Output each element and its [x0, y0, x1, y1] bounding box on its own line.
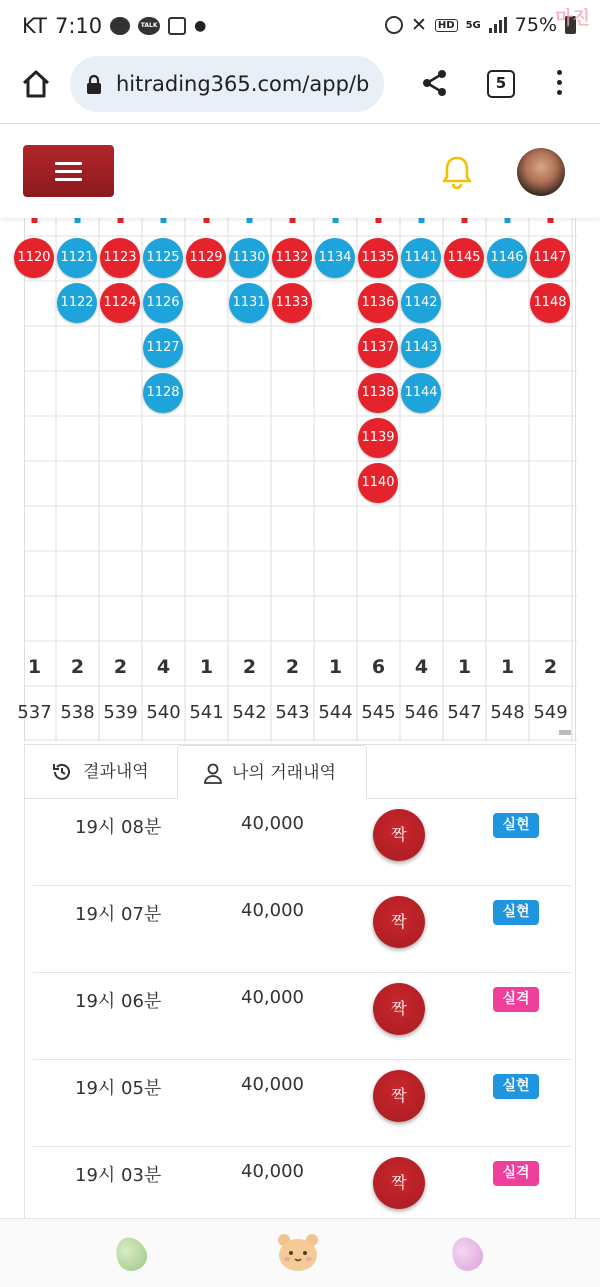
horizontal-scrollbar[interactable] — [559, 730, 571, 735]
column-count: 2 — [113, 656, 128, 678]
column-top-marker — [419, 218, 425, 223]
gallery-icon — [168, 17, 186, 35]
result-circle: 1146 — [487, 238, 527, 278]
signal-icon — [489, 17, 507, 33]
trade-amount: 40,000 — [241, 1074, 304, 1095]
hd-voice-icon: HD — [435, 19, 458, 32]
round-number: 543 — [275, 702, 310, 723]
column-count: 2 — [242, 656, 257, 678]
browser-menu-icon[interactable] — [552, 70, 566, 100]
status-left — [22, 14, 206, 38]
trade-row — [33, 799, 571, 886]
round-number: 538 — [60, 702, 95, 723]
result-circle: 1133 — [272, 283, 312, 323]
trade-status-badge: 실현 — [493, 813, 539, 838]
browser-toolbar — [0, 52, 600, 124]
result-circle: 1136 — [358, 283, 398, 323]
trade-row — [33, 1060, 571, 1147]
round-number: 545 — [361, 702, 396, 723]
home-icon[interactable] — [20, 68, 52, 100]
column-count: 2 — [285, 656, 300, 678]
round-number: 541 — [189, 702, 224, 723]
trade-row — [33, 886, 571, 973]
user-icon — [202, 762, 224, 784]
trade-row — [33, 973, 571, 1060]
result-circle: 1127 — [143, 328, 183, 368]
column-top-marker — [161, 218, 167, 223]
kakaotalk-icon: TALK — [138, 17, 160, 35]
round-number: 539 — [103, 702, 138, 723]
result-circle: 1124 — [100, 283, 140, 323]
tab-results[interactable] — [25, 745, 177, 799]
history-panel — [24, 744, 576, 1218]
round-number: 546 — [404, 702, 439, 723]
trade-amount: 40,000 — [241, 1161, 304, 1182]
column-top-marker — [462, 218, 468, 223]
column-top-marker — [290, 218, 296, 223]
tab-my-trades[interactable] — [177, 745, 367, 800]
trade-pick-badge: 짝 — [373, 896, 425, 948]
column-top-marker — [204, 218, 210, 223]
status-bar — [0, 0, 600, 52]
battery-percent: 75% — [514, 14, 557, 36]
column-top-marker — [376, 218, 382, 223]
trade-amount: 40,000 — [241, 987, 304, 1008]
history-icon — [51, 761, 73, 783]
result-circle: 1126 — [143, 283, 183, 323]
lock-icon — [86, 74, 102, 94]
trade-time: 19시 06분 — [75, 991, 162, 1012]
trade-time: 19시 03분 — [75, 1165, 162, 1186]
round-number: 540 — [146, 702, 181, 723]
round-number: 542 — [232, 702, 267, 723]
round-number: 549 — [533, 702, 568, 723]
trade-amount: 40,000 — [241, 813, 304, 834]
trade-pick-badge: 짝 — [373, 1157, 425, 1209]
more-notifications-icon: ● — [194, 18, 207, 34]
tab-switcher-button[interactable]: 5 — [487, 70, 515, 98]
history-tabs — [25, 745, 577, 799]
result-circle: 1143 — [401, 328, 441, 368]
result-circle: 1144 — [401, 373, 441, 413]
message-icon — [110, 17, 130, 35]
result-circle: 1145 — [444, 238, 484, 278]
round-number: 544 — [318, 702, 353, 723]
column-count: 2 — [70, 656, 85, 678]
tab-results-label: 결과내역 — [83, 762, 149, 782]
column-count: 6 — [371, 656, 386, 678]
result-circle: 1139 — [358, 418, 398, 458]
result-circle: 1138 — [358, 373, 398, 413]
result-circle: 1125 — [143, 238, 183, 278]
round-number: 547 — [447, 702, 482, 723]
column-top-marker — [548, 218, 554, 223]
site-header — [0, 124, 600, 218]
column-count: 1 — [457, 656, 472, 678]
trade-status-badge: 실격 — [493, 987, 539, 1012]
result-circle: 1120 — [14, 238, 54, 278]
alarm-icon — [385, 16, 403, 34]
round-number: 548 — [490, 702, 525, 723]
trade-pick-badge: 짝 — [373, 983, 425, 1035]
tab-my-trades-label: 나의 거래내역 — [232, 763, 336, 783]
result-grid — [17, 218, 576, 742]
green-bean-icon[interactable] — [110, 1232, 152, 1275]
column-count: 2 — [543, 656, 558, 678]
trade-amount: 40,000 — [241, 900, 304, 921]
result-circle: 1121 — [57, 238, 97, 278]
column-count: 1 — [27, 656, 42, 678]
network-type-icon: 5G — [465, 19, 481, 31]
trade-time: 19시 05분 — [75, 1078, 162, 1099]
column-top-marker — [333, 218, 339, 223]
result-circle: 1141 — [401, 238, 441, 278]
trade-status-badge: 실현 — [493, 1074, 539, 1099]
trade-time: 19시 08분 — [75, 817, 162, 838]
column-top-marker — [75, 218, 81, 223]
result-circle: 1122 — [57, 283, 97, 323]
column-count: 1 — [199, 656, 214, 678]
address-bar[interactable] — [70, 56, 384, 112]
trade-status-badge: 실현 — [493, 900, 539, 925]
column-top-marker — [32, 218, 38, 223]
trade-list — [33, 799, 571, 1234]
url-text[interactable]: hitrading365.com/app/b — [116, 72, 370, 96]
result-circle: 1130 — [229, 238, 269, 278]
notification-bell-icon[interactable] — [441, 155, 473, 189]
result-circle: 1123 — [100, 238, 140, 278]
result-circle: 1147 — [530, 238, 570, 278]
result-circle: 1142 — [401, 283, 441, 323]
result-circle: 1148 — [530, 283, 570, 323]
user-avatar[interactable] — [517, 148, 565, 196]
column-top-marker — [247, 218, 253, 223]
column-count: 4 — [414, 656, 429, 678]
clock: 7:10 — [54, 14, 103, 38]
trade-time: 19시 07분 — [75, 904, 162, 925]
result-circle: 1129 — [186, 238, 226, 278]
result-circle: 1131 — [229, 283, 269, 323]
result-circle: 1134 — [315, 238, 355, 278]
result-circle: 1132 — [272, 238, 312, 278]
trade-pick-badge: 짝 — [373, 809, 425, 861]
result-circle: 1128 — [143, 373, 183, 413]
status-right — [385, 14, 576, 36]
carrier-label: KT — [22, 14, 47, 38]
column-count: 1 — [328, 656, 343, 678]
share-icon[interactable] — [420, 68, 450, 98]
result-circle: 1135 — [358, 238, 398, 278]
column-top-marker — [505, 218, 511, 223]
column-top-marker — [118, 218, 124, 223]
bottom-nav — [0, 1218, 600, 1287]
round-number: 537 — [17, 702, 52, 723]
column-count: 4 — [156, 656, 171, 678]
bear-icon[interactable] — [276, 1231, 320, 1273]
result-circle: 1140 — [358, 463, 398, 503]
watermark-logo: 마진 — [555, 8, 590, 29]
trade-status-badge: 실격 — [493, 1161, 539, 1186]
result-circle: 1137 — [358, 328, 398, 368]
column-count: 1 — [500, 656, 515, 678]
trade-pick-badge: 짝 — [373, 1070, 425, 1122]
hamburger-menu-button[interactable] — [23, 145, 114, 197]
pink-bean-icon[interactable] — [446, 1232, 488, 1275]
mute-icon: ✕ — [411, 14, 427, 36]
